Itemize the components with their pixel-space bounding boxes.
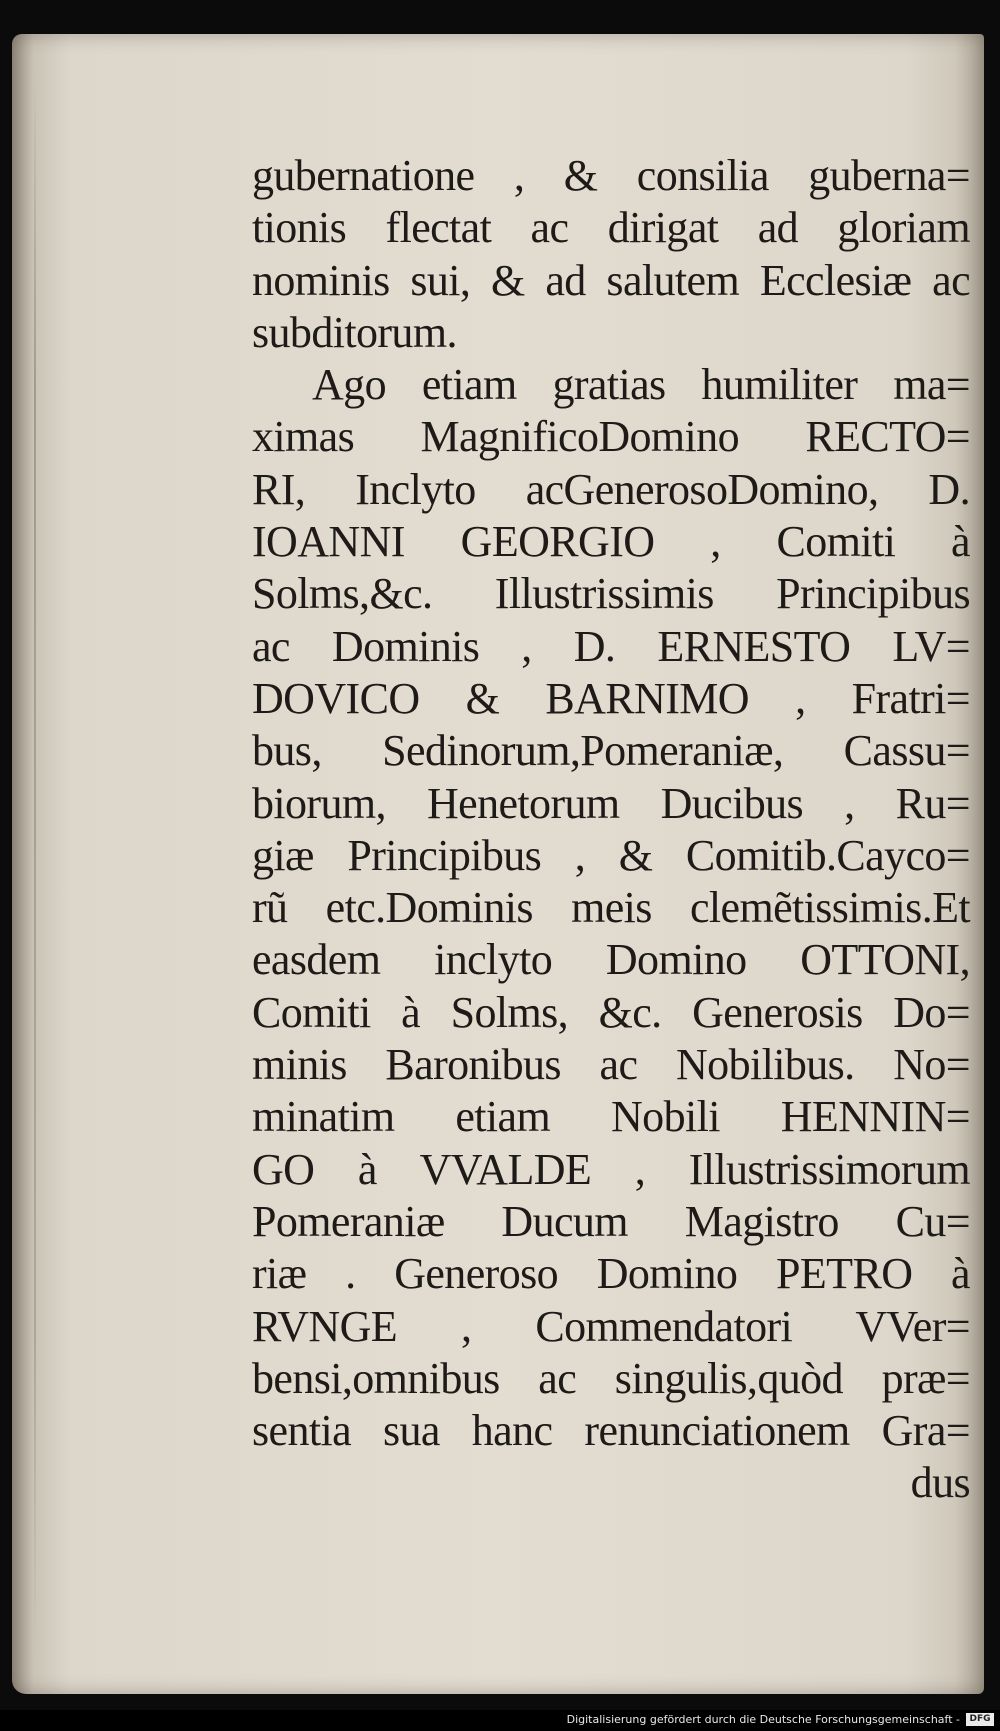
text-line: nominis sui, & ad salutem Ecclesiæ ac	[252, 255, 970, 305]
text-line: GO à VVALDE , Illustrissimorum	[252, 1144, 970, 1194]
text-line: minatim etiam Nobili HENNIN=	[252, 1092, 970, 1142]
text-line: bus, Sedinorum,Pomeraniæ, Cassu=	[252, 726, 970, 776]
text-line: gubernatione , & consilia guberna=	[252, 151, 970, 200]
text-line: easdem inclyto Domino OTTONI,	[252, 935, 970, 985]
text-line: IOANNI GEORGIO , Comiti à	[252, 517, 970, 567]
text-line: sentia sua hanc renunciationem Gra=	[252, 1406, 970, 1456]
digitization-footer	[0, 1710, 1000, 1731]
text-line: giæ Principibus , & Comitib.Cayco=	[252, 830, 970, 880]
page-text	[252, 150, 970, 1510]
text-line: biorum, Henetorum Ducibus , Ru=	[252, 778, 970, 828]
text-line: tionis flectat ac dirigat ad gloriam	[252, 203, 970, 253]
text-line: riæ . Generoso Domino PETRO à	[252, 1249, 970, 1299]
dfg-logo-icon: DFG	[966, 1713, 994, 1726]
text-line: DOVICO & BARNIMO , Fratri=	[252, 673, 970, 723]
text-line: Solms,&c. Illustrissimis Principibus	[252, 569, 970, 619]
footer-credit: Digitalisierung gefördert durch die Deutsche Forschungsgemeinschaft -	[566, 1713, 960, 1726]
text-line: RVNGE , Commendatori VVer=	[252, 1301, 970, 1351]
text-line: minis Baronibus ac Nobilibus. No=	[252, 1040, 970, 1090]
catchword: dus	[910, 1458, 970, 1508]
text-line: Comiti à Solms, &c. Generosis Do=	[252, 987, 970, 1037]
text-line: subditorum.	[252, 307, 457, 357]
text-line: ac Dominis , D. ERNESTO LV=	[252, 621, 970, 671]
text-line: Ago etiam gratias humiliter ma=	[312, 360, 970, 410]
text-line: rũ etc.Dominis meis clemẽtissimis.Et	[252, 883, 970, 933]
page-gutter	[34, 74, 36, 1654]
text-line: Pomeraniæ Ducum Magistro Cu=	[252, 1196, 970, 1246]
text-line: bensi,omnibus ac singulis,quòd præ=	[252, 1353, 970, 1403]
text-line: ximas MagnificoDomino RECTO=	[252, 412, 970, 462]
text-line: RI, Inclyto acGenerosoDomino, D.	[252, 464, 970, 514]
